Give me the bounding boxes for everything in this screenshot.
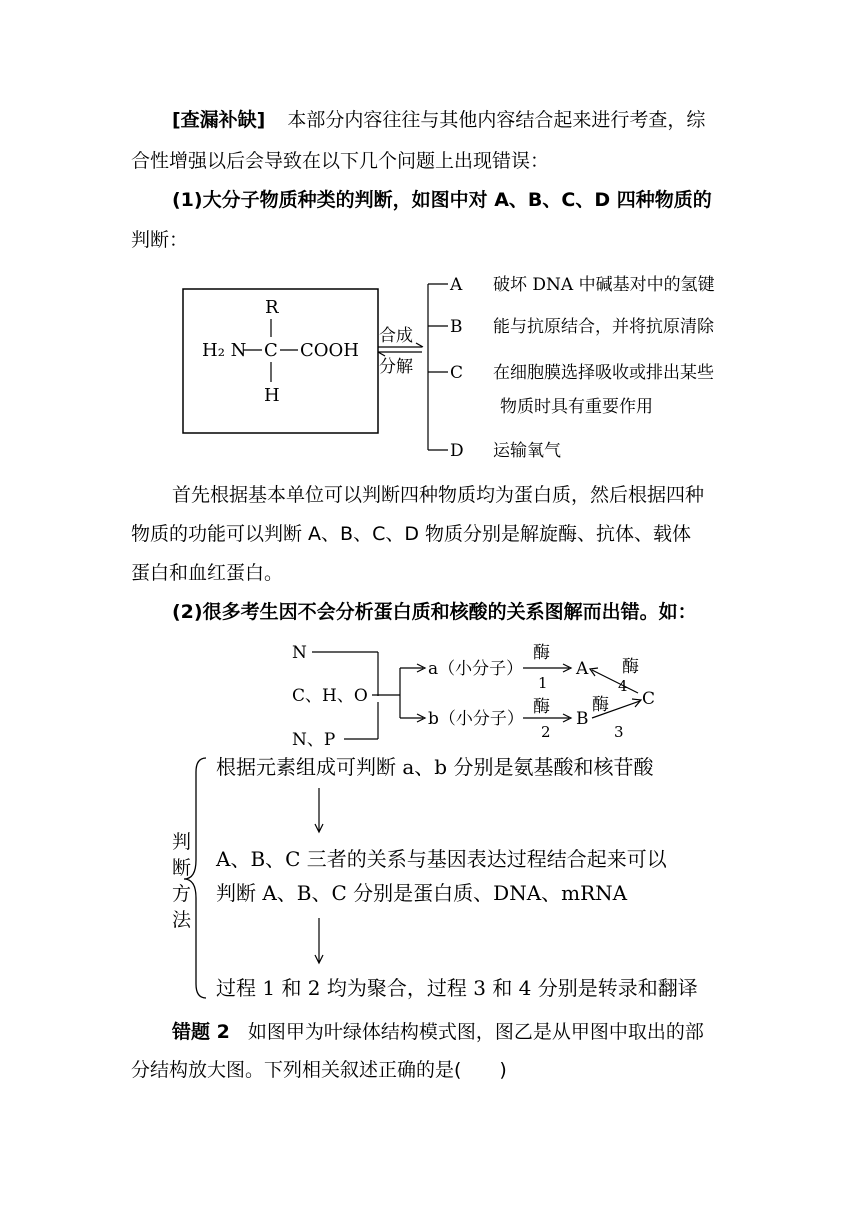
macromolecule-b: B	[576, 709, 589, 729]
method-label-4: 法	[172, 909, 192, 931]
branch-b-label: B	[450, 317, 463, 337]
method-label-3: 方	[172, 883, 192, 905]
intro-tag: [查漏补缺]	[172, 109, 266, 131]
method-step-1: 根据元素组成可判断 a、b 分别是氨基酸和核苷酸	[216, 755, 654, 779]
small-molecule-b: b（小分子）	[428, 709, 524, 729]
intro-line-1	[172, 108, 705, 132]
branch-a-text: 破坏 DNA 中碱基对中的氢键	[493, 275, 715, 295]
amino-acid-diagram	[180, 265, 780, 470]
branch-a-label: A	[450, 275, 463, 295]
enzyme-label-4: 酶	[622, 657, 639, 677]
judgement-method-diagram	[170, 752, 790, 1007]
process-2-number: 2	[541, 723, 551, 741]
question-line-1	[172, 1020, 704, 1044]
method-label-2: 断	[172, 857, 192, 879]
method-step-2-line-2: 判断 A、B、C 分别是蛋白质、DNA、mRNA	[216, 881, 628, 905]
intro-text-1: 本部分内容往往与其他内容结合起来进行考查，综	[287, 109, 706, 131]
hydrogen-label: H	[264, 385, 280, 406]
process-3-number: 3	[614, 723, 624, 741]
macromolecule-a: A	[576, 659, 589, 679]
intro-line-2: 合性增强以后会导致在以下几个问题上出现错误：	[131, 150, 550, 172]
enzyme-label-3: 酶	[592, 695, 609, 715]
branch-b-text: 能与抗原结合，并将抗原清除	[493, 317, 714, 337]
para1-line-1: 首先根据基本单位可以判断四种物质均为蛋白质，然后根据四种	[172, 484, 705, 506]
element-np-label: N、P	[292, 730, 336, 750]
question-tag: 错题 2	[172, 1021, 230, 1043]
method-step-3: 过程 1 和 2 均为聚合，过程 3 和 4 分别是转录和翻译	[216, 976, 698, 1000]
branch-d-text: 运输氧气	[493, 441, 561, 461]
question-text-1: 如图甲为叶绿体结构模式图，图乙是从甲图中取出的部	[247, 1021, 704, 1043]
alpha-carbon-label: C	[264, 340, 278, 361]
method-step-2-line-1: A、B、C 三者的关系与基因表达过程结合起来可以	[216, 847, 667, 871]
amino-group-label: H₂ N	[202, 340, 247, 361]
decomposition-label: 分解	[379, 357, 413, 377]
r-group-label: R	[265, 297, 279, 318]
item2-line-1: (2)很多考生因不会分析蛋白质和核酸的关系图解而出错。如：	[172, 601, 697, 623]
item1-line-2: 判断：	[131, 229, 189, 251]
process-4-number: 4	[618, 677, 628, 695]
branch-c-text-2: 物质时具有重要作用	[500, 397, 653, 417]
macromolecule-c: C	[642, 689, 656, 709]
branch-c-label: C	[450, 363, 464, 383]
enzyme-label-1: 酶	[533, 643, 550, 663]
process-1-number: 1	[538, 674, 548, 692]
small-molecule-a: a（小分子）	[428, 659, 524, 679]
element-cho-label: C、H、O	[292, 686, 368, 706]
item1-line-1: (1)大分子物质种类的判断，如图中对 A、B、C、D 四种物质的	[172, 189, 712, 211]
question-line-2: 分结构放大图。下列相关叙述正确的是( )	[131, 1059, 507, 1081]
amino-acid-box	[183, 289, 378, 433]
para1-line-3: 蛋白和血红蛋白。	[131, 562, 284, 584]
para1-line-2: 物质的功能可以判断 A、B、C、D 物质分别是解旋酶、抗体、载体	[131, 523, 692, 545]
synthesis-label: 合成	[379, 326, 413, 346]
protein-nucleic-acid-diagram	[280, 638, 700, 750]
method-label-1: 判	[172, 831, 192, 853]
branch-c-text: 在细胞膜选择吸收或排出某些	[493, 363, 714, 383]
branch-d-label: D	[450, 441, 464, 461]
element-n-label: N	[292, 643, 307, 663]
enzyme-label-2: 酶	[533, 697, 550, 717]
carboxyl-group-label: COOH	[300, 340, 359, 361]
